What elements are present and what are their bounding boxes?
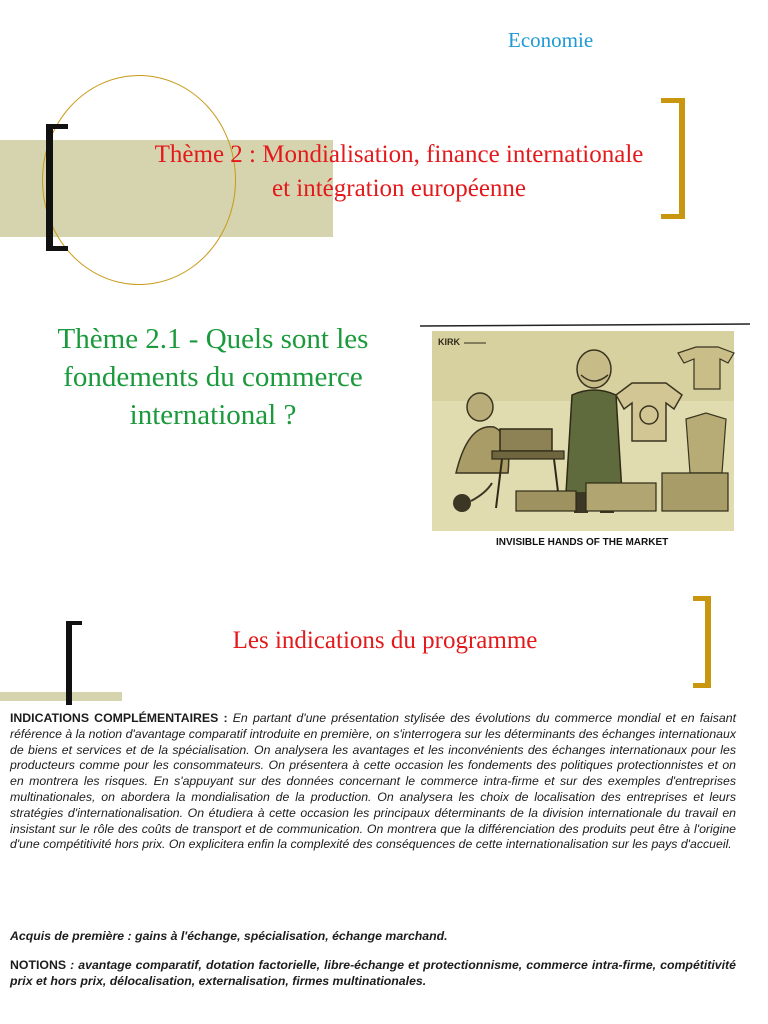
decorative-band [0,692,122,701]
question-title [18,320,408,434]
theme-title [84,138,714,206]
notions-paragraph [10,958,736,990]
acquis-paragraph: Acquis de première : gains à l'échange, spécialisation, échange marchand. [10,929,448,943]
question-title-line: fondements du commerce [63,361,363,393]
notions-text: : avantage comparatif, dotation factorielle, libre-échange et protectionnisme, commerce intra-firme, compétitivité prix et hors prix, délocalisation, externalisation, firmes multinationales. [10,958,736,988]
indications-label: INDICATIONS COMPLÉMENTAIRES : [10,711,228,725]
left-bracket-decoration [66,621,82,705]
theme-title-line: et intégration européenne [271,175,527,202]
indications-text: En partant d'une présentation stylisée des évolutions du commerce mondial et en faisant référence à la notion d'avantage comparatif introduite en première, on s'interrogera sur les déterminants des échanges internationaux de biens et services et de la spécialisation. On analysera les avantages et les inconvénients des échanges internationaux pour les producteurs comme pour les consommateurs. On présentera à cette occasion les fondements des politiques protectionnistes et on en montrera les risques. En s'appuyant sur des données concernant le commerce intra-firme et sur des exemples d'entreprises multinationales, on abordera la mondialisation de la production. On analysera les choix de localisation des entreprises et leurs stratégies d'internationalisation. On étudiera à cette occasion les principaux déterminants de la division internationale du travail en insistant sur le rôle des coûts de transport et de communication. On montrera que la différenciation des produits peut être à l'origine d'une compétitivité hors prix. On explicitera enfin la complexité des conséquences de cette internationalisation sur les pays d'accueil. [10,711,736,852]
subject-label: Economie [508,28,594,52]
cartoon-image [416,323,751,549]
notions-label: NOTIONS [10,958,67,972]
indications-paragraph [10,711,736,853]
question-title-line: international ? [129,399,297,431]
question-title-line: Thème 2.1 - Quels sont les [57,323,369,355]
theme-title-line: Thème 2 : Mondialisation, finance internationale [154,141,644,168]
programme-heading: Les indications du programme [232,627,538,654]
left-bracket-decoration [46,124,68,251]
right-bracket-decoration [693,596,711,688]
cartoon-signature: KIRK [438,337,460,347]
cartoon-caption: INVISIBLE HANDS OF THE MARKET [496,537,669,548]
